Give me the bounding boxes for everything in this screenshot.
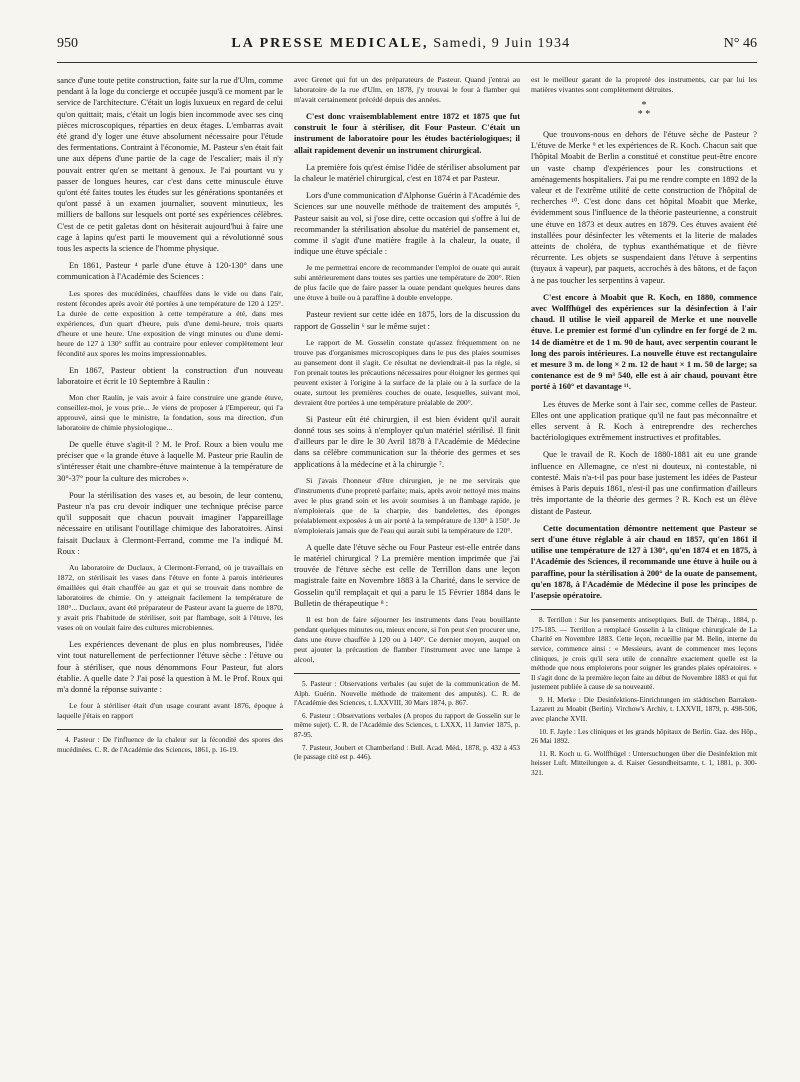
paragraph: Que le travail de R. Koch de 1880-1881 ait eu une grande influence en Allemagne, ce n'est ni douteux, ni contestable, ni contesté. Mais n'a-t-il pas pour base justement les idées de Pasteur émises à Paris depuis 1861, n'est-il pas une confirmation d'ailleurs très importante de la théorie des germes ? R. Koch est un élève distant de Pasteur. xyxy=(531,450,757,516)
asterism-bottom: * * xyxy=(637,109,651,120)
quotation: Les spores des mucédinées, chauffées dans le vide ou dans l'air, restent fécondes après avoir été portées à une température de 120 à 125°. La durée de cette exposition à cette température a été, dans mes expériences, d'un quart d'heure, puis d'une demi-heure, trois quarts d'heure et une heure. Une exposition de vingt minutes ou d'une demi-heure de 127 à 130° suffit au contraire pour enlever complètement leur fécondité aux spores les moins impressionnables. xyxy=(57,288,283,358)
page-number: 950 xyxy=(57,36,78,51)
column-1 xyxy=(57,75,283,1075)
paragraph: Que trouvons-nous en dehors de l'étuve sèche de Pasteur ? L'étuve de Merke ⁹ et les expériences de R. Koch. Chacun sait que l'hôpital Moabit de Berlin a constitué et constitue peut-être encore un vaste champ d'expériences pour les constructions et aménagements hospitaliers. J'ai pu me rendre compte en 1892 de la valeur et de l'extrême utilité de cette construction de l'hôpital de recherches ¹⁰. C'est donc dans cet hôpital Moabit que Merke, évidemment sous l'influence de la théorie pasteurienne, a construit une étuve en 1873 et deux autres en 1879. Ces étuves avaient été installées pour désinfecter les vêtements et la literie de malades atteints de choléra, de typhus exanthématique et de fièvre récurrente. Les objets se suspendaient dans l'étuve à serpentins (tuyaux à vapeur), par paquets, accrochés à des bâtons, et de façon à ne pas toucher les serpentins à vapeur. xyxy=(531,130,757,285)
paragraph: Pour la stérilisation des vases et, au besoin, de leur contenu, Pasteur n'a pas cru devoir indiquer une technique précise parce qu'il supposait que chacun pouvait imaginer l'appareillage nécessaire en utilisant l'outillage chimique des laboratoires. Ainsi faisait Duclaux à Clermont-Ferrand, comme me l'a indiqué M. Roux : xyxy=(57,490,283,556)
journal-title-line xyxy=(231,36,570,52)
quotation: est le meilleur garant de la propreté des instruments, car par lui les matières vivantes sont complètement détruites. xyxy=(531,75,757,94)
paragraph: Les étuves de Merke sont à l'air sec, comme celles de Pasteur. Elles ont une application pratique qu'il ne faut pas méconnaître et elles servent à R. Koch à entreprendre des recherches bactériologiques extrêmement instructives et profitables. xyxy=(531,399,757,443)
column-2 xyxy=(294,75,520,1075)
issue-date: Samedi, 9 Juin 1934 xyxy=(433,36,571,51)
journal-name: LA PRESSE MEDICALE, xyxy=(231,36,429,51)
section-separator xyxy=(531,101,757,119)
footnote-8: 8. Terrillon : Sur les pansements antiseptiques. Bull. de Thérap., 1884, p. 175-185. — Terrillon a remplacé Gosselin à la clinique chirurgicale de La Charité en Novembre 1883. Cette leçon, recueillie par M. Belin, interne du service, commence ainsi : « Messieurs, avant de commencer mes leçons cliniques, je crois qu'il sera utile de connaître exactement quelle est la méthode que nous emploierons pour soigner les grandes plaies opératoires. » Il s'agit donc de la première leçon faite au début de Novembre 1883 et qui fut justement publiée à cause de sa nouveauté. xyxy=(531,616,757,692)
paragraph: Cette documentation démontre nettement que Pasteur se sert d'une étuve réglable à air chaud en 1857, qu'en 1861 il utilise une température de 127 à 130°, qu'en 1874 et en 1875, à l'Académie des Sciences, il recommande une étuve à huile ou à paraffine, pour la stérilisation à 200° de la ouate de pansement, qu'en 1878, à l'Académie de Médecine il pose les principes de l'asepsie opératoire. xyxy=(531,523,757,600)
paragraph: De quelle étuve s'agit-il ? M. le Prof. Roux a bien voulu me préciser que « la grande étuve à laquelle M. Pasteur prie Raulin de s'intéresser était une chambre-étuve maintenue à la température de 30°-37° pour la culture des microbes ». xyxy=(57,440,283,483)
footnotes xyxy=(57,729,283,755)
paragraph: En 1861, Pasteur ⁴ parle d'une étuve à 120-130° dans une communication à l'Académie des Sciences : xyxy=(57,261,283,282)
issue-number: N° 46 xyxy=(723,36,757,51)
footnote-11: 11. R. Koch u. G. Wolffhügel : Untersuchungen über die Desinfektion mit heisser Luft. Mitteilungen a. d. Kaiser Gesundheitsamte, t. 1, 1881, p. 300-321. xyxy=(531,749,757,778)
quotation: Mon cher Raulin, je vais avoir à faire construire une grande étuve, conseillez-moi, je vous prie... Je viens de proposer à l'Empereur, qui l'a approuvé, ainsi que le ministre, la fondation, sous ma direction, d'un laboratoire de chimie physiologique... xyxy=(57,393,283,433)
paragraph: A quelle date l'étuve sèche ou Four Pasteur est-elle entrée dans le matériel chirurgical ? La première mention imprimée que j'ai trouvée de l'étuve sèche est celle de Terrillon dans une leçon magistrale faite en Novembre 1883 à la Charité, dans le service de Gosselin qu'il remplaçait et qui a paru le 15 Février 1884 dans le Bulletin de thérapeutique ⁸ : xyxy=(294,542,520,608)
quotation: Il est bon de faire séjourner les instruments dans l'eau bouillante pendant quelques minutes ou, mieux encore, si l'on peut s'en procurer une, dans une étuve chauffée à 120 ou à 140°. Ce dernier moyen, auquel on peut ajouter la précaution de flamber l'instrument avec une lampe à alcool, xyxy=(294,615,520,665)
paragraph: La première fois qu'est émise l'idée de stériliser absolument par la chaleur le matériel chirurgical, c'est en 1874 et par Pasteur. xyxy=(294,162,520,184)
paragraph: C'est donc vraisemblablement entre 1872 et 1875 que fut construit le four à stériliser, dit Four Pasteur. C'était un instrument de laboratoire pour les études bactériologiques; il allait rapidement devenir un instrument chirurgical. xyxy=(294,112,520,155)
text-columns xyxy=(57,75,757,1075)
footnotes xyxy=(531,609,757,779)
paragraph: Si Pasteur eût été chirurgien, il est bien évident qu'il aurait donné tous ses soins à n'employer qu'un matériel stérilisé. Il finit d'ailleurs par le dire le 30 Avril 1878 à l'Académie de Médecine dans sa célèbre communication sur la théorie des germes et ses applications à la médecine et à la chirurgie ⁷. xyxy=(294,414,520,469)
paragraph: Pasteur revient sur cette idée en 1875, lors de la discussion du rapport de Gosselin ⁶ sur le même sujet : xyxy=(294,310,520,331)
quotation: Si j'avais l'honneur d'être chirurgien, je ne me servirais que d'instruments d'une propreté parfaite; mais, après avoir nettoyé mes mains avec le plus grand soin et les avoir soumises à un flambage rapide, je n'emploierais que de la charpie, des bandelettes, des éponges préalablement exposées à un air porté à la température de 130° à 150°. Je n'emploierais jamais que de l'eau qui aurait subi la température de 120°. xyxy=(294,475,520,535)
quotation: Le rapport de M. Gosselin constate qu'assez fréquemment on ne trouve pas d'organismes microscopiques dans le pus des plaies soumises au pansement dont il s'agit. Ce résultat ne deviendrait-il pas la règle, si l'on prenait toutes les précautions nécessaires pour éloigner les germes qui peuvent exister à l'origine à la surface de la plaie ou à la surface de la ouate, surtout les premières couches de ouate, lesquelles, suivant moi, devraient être portées à une température préalable de 200°. xyxy=(294,337,520,407)
quotation: Au laboratoire de Duclaux, à Clermont-Ferrand, où je travaillais en 1872, on stérilisait les vases dans l'étuve en fonte à parois intérieures émaillées qui était chauffée au gaz et qui se trouvait dans nombre de laboratoires de chimie. On y atteignait facilement la température de 180°... Duclaux, avant été préparateur de Pasteur avant la guerre de 1870, y avait pris l'habitude de stériliser, soit par flambage, soit à l'étuve, les vases où on voulait faire des cultures microbiennes. xyxy=(57,563,283,633)
running-header xyxy=(57,36,757,63)
footnote-7: 7. Pasteur, Joubert et Chamberland : Bull. Acad. Méd., 1878, p. 432 à 453 (le passage cité est p. 446). xyxy=(294,743,520,762)
footnote-4: 4. Pasteur : De l'influence de la chaleur sur la fécondité des spores des mucédinées. C. R. de l'Académie des Sciences, 1861, p. 16-19. xyxy=(57,736,283,754)
paragraph: Les expériences devenant de plus en plus nombreuses, l'idée vint tout naturellement de perfectionner l'étuve sèche : l'étuve ou four à stériliser, que nous dénommons Four Pasteur, fut alors établie. A quelle date ? J'ai posé la question à M. le Prof. Roux qui m'a donné la réponse suivante : xyxy=(57,640,283,694)
quotation: Le four à stériliser était d'un usage courant avant 1876, époque à laquelle j'étais en rapport xyxy=(57,701,283,721)
paragraph: Lors d'une communication d'Alphonse Guérin à l'Académie des Sciences sur une nouvelle méthode de traitement des amputés ⁵, Pasteur saisit au vol, si j'ose dire, cette occasion qui s'offre à lui de recommander la stérilisation absolue du matériel de pansement et, comme il s'agit d'une matière fragile à la chaleur, la ouate, il indique une étuve spéciale : xyxy=(294,191,520,257)
footnotes xyxy=(294,673,520,763)
paragraph: C'est encore à Moabit que R. Koch, en 1880, commence avec Wolffhügel des expériences sur la désinfection à l'air chaud. Il utilise le vieil appareil de Merke et une nouvelle étuve. Le premier est formé d'un cylindre en fer forgé de 2 m. 14 de diamètre et de 1 m. 90 de haut, avec serpentin courant le long des parois intérieures. La nouvelle étuve est rectangulaire et mesure 3 m. de long × 2 m. 12 de haut × 1 m. 50 de large; sa contenance est de 9 m³ 540, elle est à air chaud, pouvant être porté à 160° et davantage ¹¹. xyxy=(531,292,757,392)
column-3 xyxy=(531,75,757,1075)
asterism-top: * xyxy=(641,100,647,111)
footnote-9: 9. H. Merke : Die Desinfektions-Einrichtungen im städtischen Barraken-Lazarett zu Moabit (Berlin). Virchow's Archiv, t. LXXVII, 1879, p. 498-506, avec planche XVII. xyxy=(531,695,757,724)
paragraph: sance d'une toute petite construction, faite sur la rue d'Ulm, comme pendant à la loge du concierge et occupée jusqu'à ce moment par le service de l'architecture. C'était un logis luxueux en regard de celui qu'on quittait; mais, c'était un logis bien incommode avec ses cinq pièces microscopiques, réparties en deux étages. L'embarras avait été grand d'y loger une étuve absolument nécessaire pour l'étude des fermentations. Contraint à l'économie, M. Pasteur s'en était fait une aux dépens d'une partie de la cage de l'escalier; mais il n'y pouvait entrer qu'en se mettant à genoux. Je l'ai pourtant vu y passer de longues heures, car c'est dans cette minuscule étuve qu'ont été faites toutes les études sur les générations spontanées et qu'ont passé à un examen journalier, souvent minutieux, les milliers de ballons sur lesquels ont porté ses expériences célèbres. C'est de ce petit galetas dont on hésiterait aujourd'hui à faire une cage à lapins qu'est parti le mouvement qui a révolutionné sous tous les aspects la science de l'homme physique. xyxy=(57,76,283,254)
footnote-6: 6. Pasteur : Observations verbales (A propos du rapport de Gosselin sur le même sujet). C. R. de l'Académie des Sciences, t. LXXX, 11 Janvier 1875, p. 87-95. xyxy=(294,711,520,740)
quotation: Je me permettrai encore de recommander l'emploi de ouate qui aurait subi antérieurement dans toutes ses parties une température de 200°. Rien de plus facile que de faire passer la ouate pendant quelques heures dans une étuve à huile ou à paraffine à double enveloppe. xyxy=(294,263,520,303)
paragraph: En 1867, Pasteur obtient la construction d'un nouveau laboratoire et écrit le 10 Septembre à Raulin : xyxy=(57,365,283,386)
quotation: avec Grenet qui fut un des préparateurs de Pasteur. Quand j'entrai au laboratoire de la rue d'Ulm, en 1878, j'y trouvai le four à flamber qui m'avait certainement précédé depuis des années. xyxy=(294,75,520,104)
footnote-10: 10. F. Jayle : Les cliniques et les grands hôpitaux de Berlin. Gaz. des Hôp., 26 Mai 1892. xyxy=(531,727,757,746)
footnote-5: 5. Pasteur : Observations verbales (au sujet de la communication de M. Alph. Guérin. Nouvelle méthode de traitement des amputés). C. R. de l'Académie des Sciences, t. LXXVIII, 30 Mars 1874, p. 867. xyxy=(294,680,520,708)
